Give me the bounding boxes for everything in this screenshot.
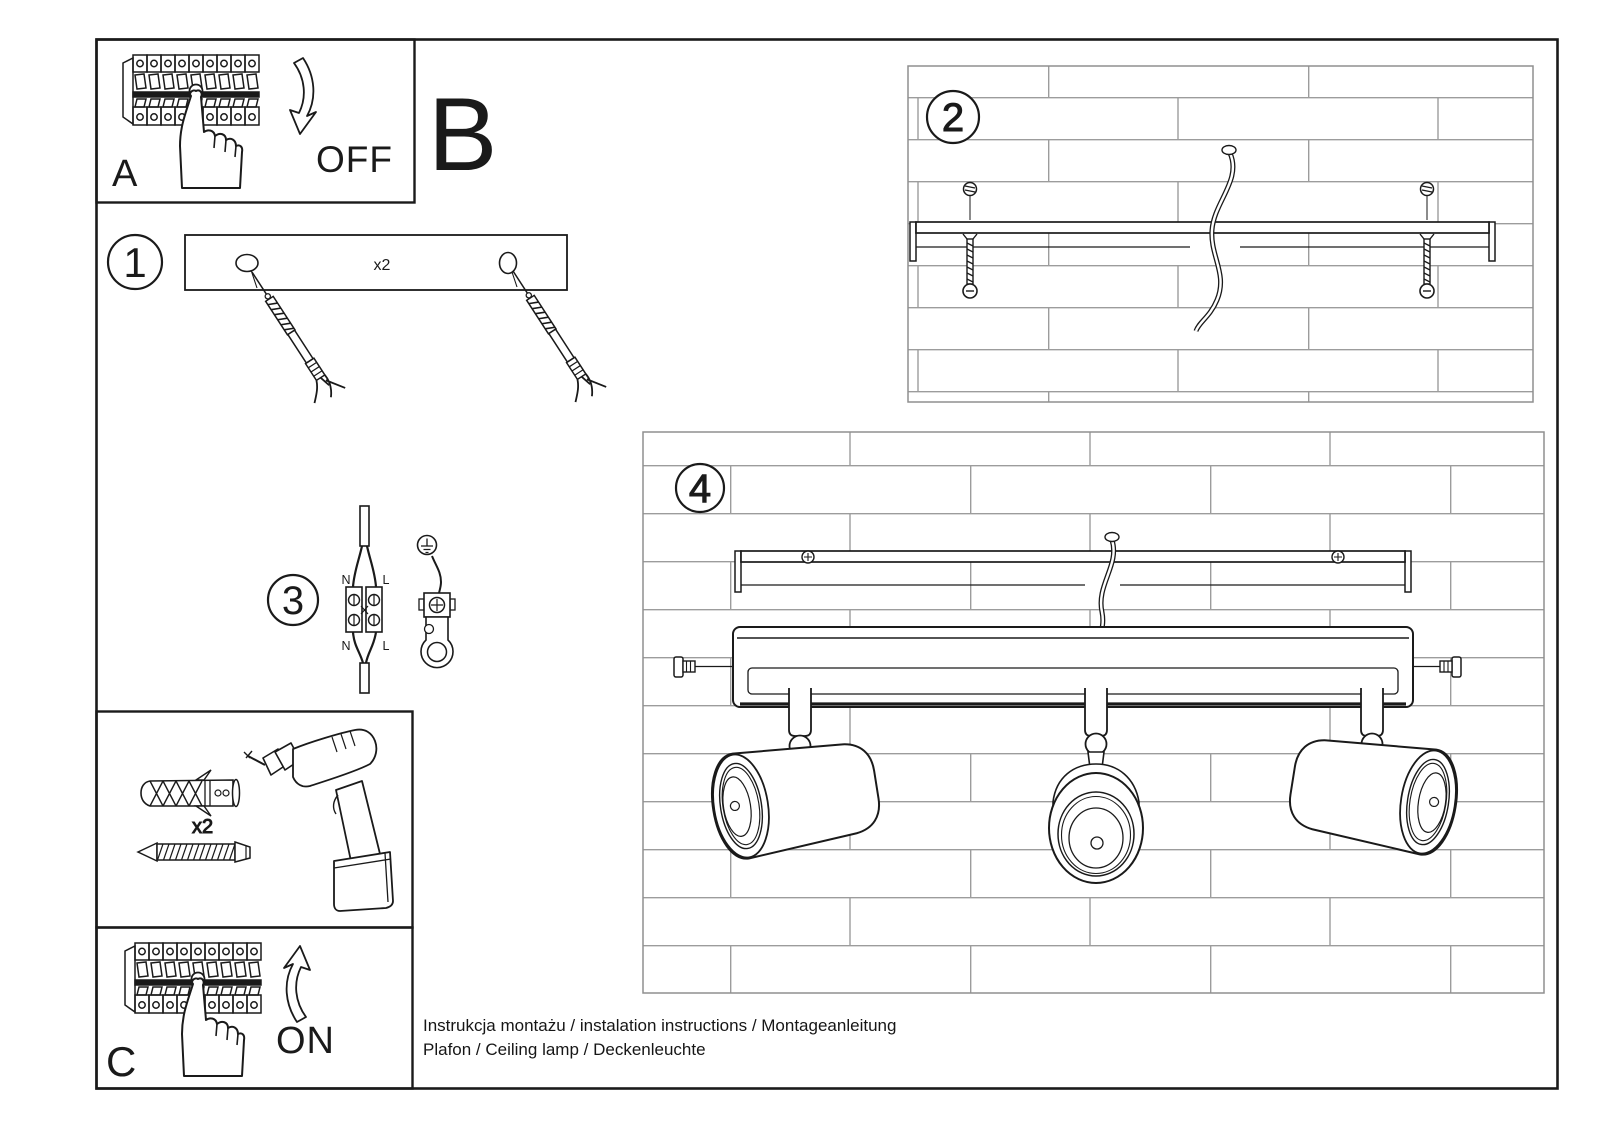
supply-wire-bottom [360,663,369,693]
supply-wire-top [360,506,369,546]
step-1-number: 1 [123,239,147,286]
section-a-label: A [112,153,138,195]
step-2-number: 2 [941,96,965,140]
bar-hole-left [236,255,258,272]
arrow-down-icon [290,58,316,134]
screw-with-anchor-right [497,263,606,406]
step-3-number: 3 [281,579,305,623]
step-3 [268,506,455,693]
step-4 [643,432,1544,993]
footer-line-1: Instrukcja montażu / instalation instructions / Montageanleitung [423,1016,897,1035]
wire-leads-bottom [353,632,376,663]
step-4-number: 4 [688,467,712,511]
wall-plug-left [964,183,977,196]
footer-line-2: Plafon / Ceiling lamp / Deckenleuchte [423,1040,706,1059]
wall-plug-icon [141,770,240,816]
tools-quantity: x2 [192,816,214,838]
screw-icon [138,842,250,862]
section-power-on [106,943,335,1085]
earth-symbol-icon [418,536,437,555]
step-2 [908,66,1533,402]
lamp-canopy [733,627,1413,707]
drill-icon [244,730,393,911]
step-1 [108,235,606,406]
tools-box [138,730,393,911]
section-b-label: B [428,77,498,193]
switch-off-label: OFF [316,139,393,180]
step-1-quantity: x2 [373,257,391,274]
screw-with-anchor-left [236,264,345,407]
wire-label-l-bottom: L [382,639,390,653]
bar-hole-right [500,253,517,274]
arrow-up-icon [284,946,310,1022]
wall-plug-right [1421,183,1434,196]
switch-on-label: ON [276,1020,335,1062]
wire-leads-top [353,546,376,587]
wire-label-l-top: L [382,573,390,587]
wire-label-n-top: N [341,573,351,587]
wire-label-n-bottom: N [341,639,351,653]
earth-wire [432,556,441,593]
section-c-label: C [106,1038,137,1085]
section-power-off [112,55,393,195]
brick-wall [908,66,1533,402]
earth-clamp [419,593,455,668]
